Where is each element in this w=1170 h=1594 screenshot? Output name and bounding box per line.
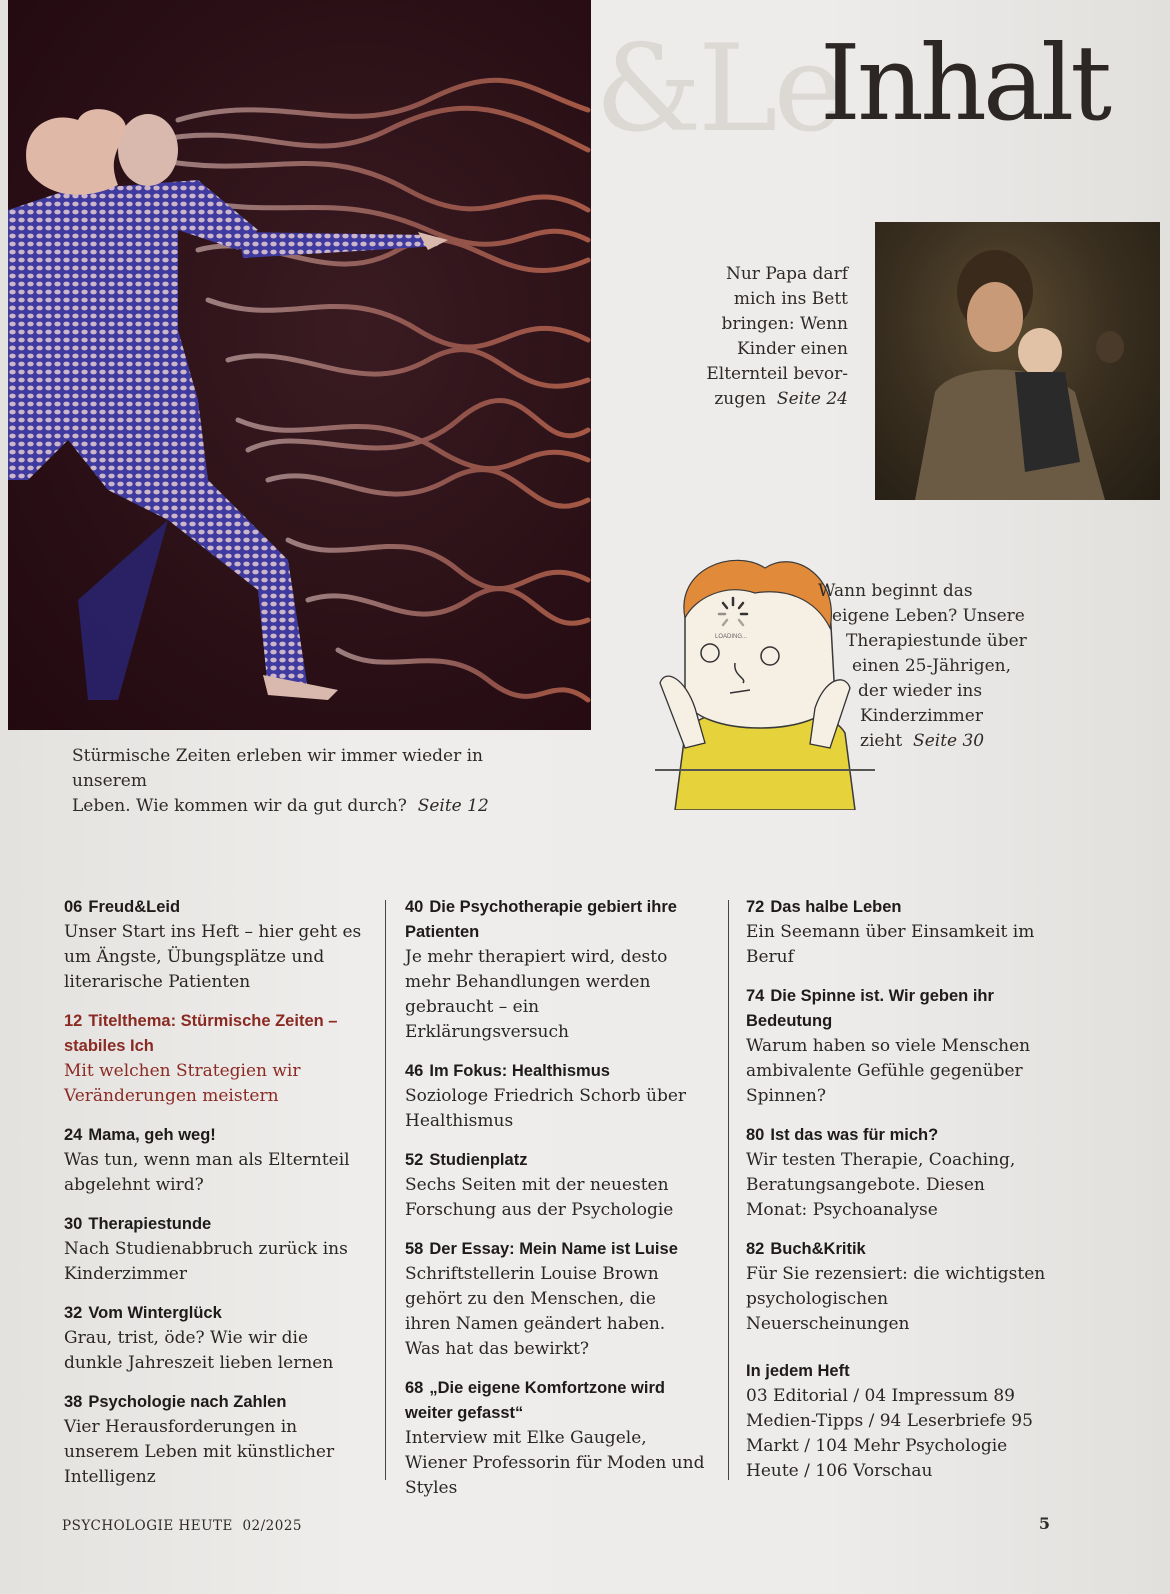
page-reference: Seite 12 [417,796,489,816]
toc-entry-title: Studienplatz [429,1151,528,1169]
toc-page-number: 06 [64,898,83,916]
toc-page-number: 12 [64,1012,83,1030]
toc-entry-head [746,1359,1046,1384]
toc-entry-description: Soziologe Friedrich Schorb über Healthismus [405,1086,687,1131]
caption-line: mich ins Bett [733,289,848,309]
toc-entry-title: Der Essay: Mein Name ist Luise [429,1240,678,1258]
toc-entry-title: Mama, geh weg! [88,1126,216,1144]
toc-entry-head [746,1237,1046,1262]
column-divider [385,900,386,1480]
page-reference: Seite 30 [913,731,985,751]
caption-line: Kinder einen [736,339,848,359]
toc-page-number: 72 [746,898,765,916]
caption-line: Nur Papa darf [725,264,848,284]
dancing-woman-drawing [8,0,591,730]
toc-entry-head [746,895,1046,920]
toc-entry-head [405,1059,705,1084]
caption-line [72,794,552,819]
issue-number: 02/2025 [242,1518,303,1534]
toc-entry[interactable] [405,1148,705,1223]
father-child-photo [875,222,1160,500]
caption-text: Leben. Wie kommen wir da gut durch? [72,796,407,816]
toc-page-number: 24 [64,1126,83,1144]
caption-line: der wieder ins [858,681,983,701]
toc-entry-description: Was tun, wenn man als Elternteil abgelehnt wird? [64,1150,350,1195]
toc-entry-head [746,1123,1046,1148]
toc-entry-description: Sechs Seiten mit der neuesten Forschung aus der Psychologie [405,1175,674,1220]
page-title: Inhalt [819,22,1108,144]
toc-page-number: 30 [64,1215,83,1233]
toc-entry-head [405,1237,705,1262]
toc-entry[interactable] [746,1237,1046,1337]
magazine-name: PSYCHOLOGIE HEUTE [62,1518,233,1534]
ghost-heading: &Le [595,20,841,159]
toc-entry-title: „Die eigene Komfortzone wird weiter gefasst“ [405,1379,665,1422]
toc-entry-description: Je mehr therapiert wird, desto mehr Behandlungen werden gebraucht – ein Erklärungsversuch [405,947,668,1042]
page-reference: Seite 24 [776,389,848,409]
caption-line: eigene Leben? Unsere [832,606,1025,626]
toc-entry-description: Wir testen Therapie, Coaching, Beratungsangebote. Diesen Monat: Psychoanalyse [746,1150,1016,1220]
toc-entry-head [405,895,705,945]
toc-entry[interactable] [746,1123,1046,1223]
caption-line: Therapiestunde über [846,631,1027,651]
toc-regulars[interactable] [746,1359,1046,1484]
toc-entry-title: Das halbe Leben [770,898,902,916]
toc-entry[interactable] [405,1059,705,1134]
toc-entry-title: Im Fokus: Healthismus [429,1062,610,1080]
toc-entry-head [64,1301,364,1326]
caption-line: Wann beginnt das [818,581,973,601]
toc-entry-description: Interview mit Elke Gaugele, Wiener Professorin für Moden und Styles [405,1428,705,1498]
footer-publication [62,1518,302,1534]
toc-entry-description: 03 Editorial / 04 Impressum 89 Medien-Tipps / 94 Leserbriefe 95 Markt / 104 Mehr Psychologie Heute / 106 Vorschau [746,1386,1033,1481]
toc-entry-title: Die Psychotherapie gebiert ihre Patienten [405,898,677,941]
caption-hero [72,744,552,819]
toc-entry-title: In jedem Heft [746,1362,850,1380]
caption-line: einen 25-Jährigen, [852,656,1011,676]
toc-page-number: 74 [746,987,765,1005]
caption-line: bringen: Wenn [721,314,848,334]
toc-entry-head [405,1148,705,1173]
toc-column-3 [746,895,1046,1498]
toc-entry-highlight[interactable] [64,1009,364,1109]
toc-entry-description: Ein Seemann über Einsamkeit im Beruf [746,922,1035,967]
toc-entry[interactable] [64,1123,364,1198]
caption-papa [668,262,848,412]
caption-line: Kinderzimmer [860,706,983,726]
caption-text: zieht [860,731,903,751]
toc-entry[interactable] [405,895,705,1045]
toc-entry-title: Ist das was für mich? [770,1126,939,1144]
toc-page-number: 38 [64,1393,83,1411]
toc-entry-title: Psychologie nach Zahlen [88,1393,287,1411]
toc-entry-description: Nach Studienabbruch zurück ins Kinderzimmer [64,1239,348,1284]
toc-page-number: 82 [746,1240,765,1258]
caption-line: Stürmische Zeiten erleben wir immer wieder in unserem [72,746,483,791]
toc-page-number: 58 [405,1240,424,1258]
toc-page-number: 52 [405,1151,424,1169]
page-number: 5 [1038,1514,1050,1533]
toc-entry-description: Unser Start ins Heft – hier geht es um Ängste, Übungsplätze und literarische Patienten [64,922,362,992]
toc-entry[interactable] [64,1301,364,1376]
toc-column-2 [405,895,705,1515]
toc-page-number: 68 [405,1379,424,1397]
toc-page-number: 40 [405,898,424,916]
toc-entry-head [64,1212,364,1237]
toc-entry-head [64,1123,364,1148]
toc-entry-description: Für Sie rezensiert: die wichtigsten psychologischen Neuerscheinungen [746,1264,1046,1334]
toc-entry-description: Schriftstellerin Louise Brown gehört zu den Menschen, die ihren Namen geändert haben. Was hat das bewirkt? [405,1264,666,1359]
loading-label: LOADING... [715,634,748,640]
caption-line [818,729,1038,754]
toc-entry[interactable] [64,1212,364,1287]
caption-wann [818,579,1038,754]
toc-entry-description: Vier Herausforderungen in unserem Leben mit künstlicher Intelligenz [64,1417,335,1487]
toc-entry-head [64,895,364,920]
column-divider [728,900,729,1480]
toc-entry[interactable] [746,984,1046,1109]
caption-text: zugen [714,389,767,409]
toc-entry-title: Freud&Leid [88,898,181,916]
toc-entry[interactable] [746,895,1046,970]
toc-entry-head [64,1009,364,1059]
hero-illustration [8,0,591,730]
toc-entry-description: Mit welchen Strategien wir Veränderungen meistern [64,1061,301,1106]
toc-entry-head [405,1376,705,1426]
toc-entry-head [746,984,1046,1034]
toc-entry-title: Buch&Kritik [770,1240,866,1258]
caption-line: Elternteil bevor- [706,364,848,384]
toc-entry-title: Therapiestunde [88,1215,212,1233]
toc-entry-head [64,1390,364,1415]
toc-page-number: 80 [746,1126,765,1144]
toc-column-1 [64,895,364,1504]
toc-entry-title: Die Spinne ist. Wir geben ihr Bedeutung [746,987,994,1030]
toc-entry[interactable] [64,1390,364,1490]
toc-entry-description: Grau, trist, öde? Wie wir die dunkle Jahreszeit lieben lernen [64,1328,334,1373]
toc-page-number: 32 [64,1304,83,1322]
toc-entry[interactable] [405,1237,705,1362]
toc-entry[interactable] [64,895,364,995]
caption-line [668,387,848,412]
toc-page-number: 46 [405,1062,424,1080]
toc-entry-title: Vom Winterglück [88,1304,222,1322]
toc-entry[interactable] [405,1376,705,1501]
toc-entry-title: Titelthema: Stürmische Zeiten – stabiles Ich [64,1012,338,1055]
toc-entry-description: Warum haben so viele Menschen ambivalente Gefühle gegenüber Spinnen? [746,1036,1031,1106]
